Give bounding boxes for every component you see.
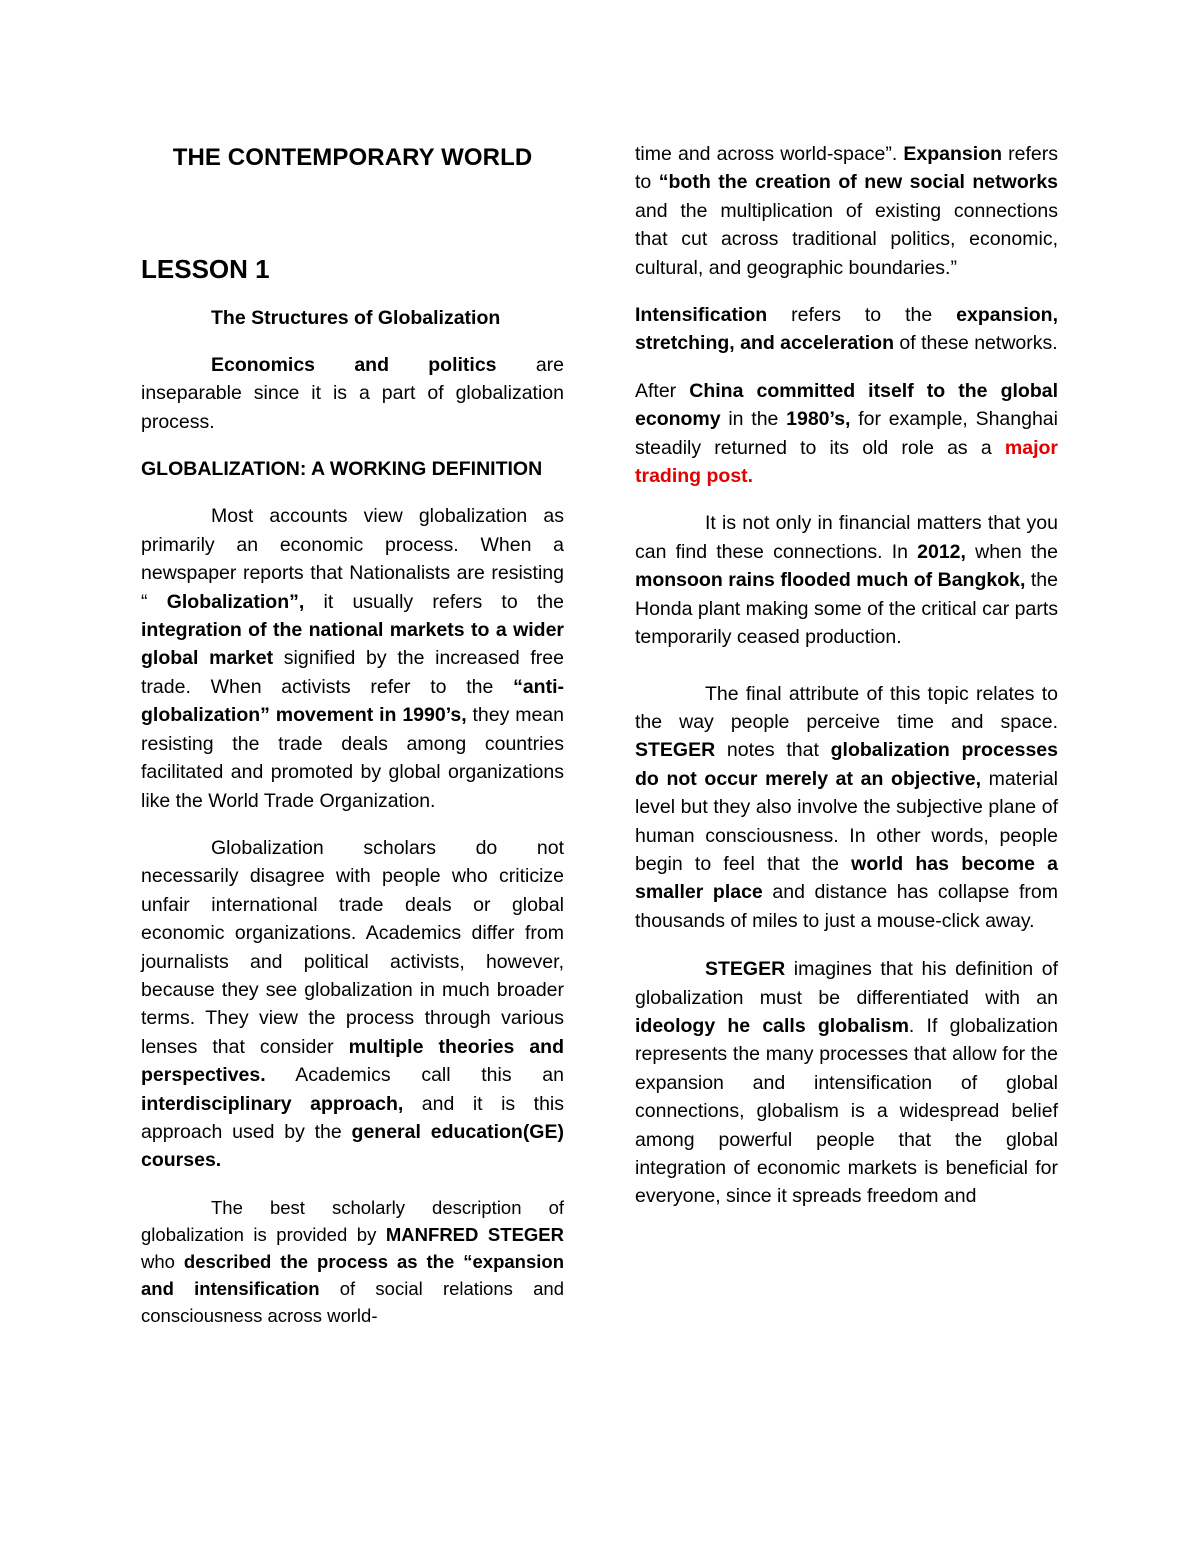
- bold-text: Expansion: [903, 143, 1003, 165]
- bold-text: 2012,: [917, 540, 966, 563]
- text: the Honda plant making some of the critical car parts temporarily ceased production.: [635, 569, 1058, 649]
- bold-text: Economics and politics: [211, 353, 497, 376]
- bold-text: interdisciplinary approach,: [141, 1092, 404, 1115]
- text: Academics call this an: [265, 1064, 564, 1087]
- paragraph-economics-politics: [141, 351, 564, 436]
- text: refers to: [635, 143, 1058, 194]
- bold-text: 1980’s,: [786, 408, 851, 431]
- lesson-subtitle: The Structures of Globalization: [211, 307, 501, 330]
- text: imagines that his definition of globalization must be differentiated with an: [635, 958, 1058, 1009]
- bold-text: globalization processes do not occur merely at an objective,: [635, 739, 1059, 790]
- paragraph-globalism: [635, 955, 1058, 1211]
- text: Globalization scholars do not necessarily disagree with people who criticize unfair international trade deals or global economic organizations. Academics differ from journalists and political activists, however, because they see globalization in much broader terms. They view the process through various lenses that consider: [141, 836, 564, 1058]
- bold-text: STEGER: [635, 739, 716, 762]
- text: signified by the increased free trade. When activists refer to the: [141, 647, 564, 698]
- paragraph-intensification: [635, 301, 1058, 358]
- document-title: THE CONTEMPORARY WORLD: [172, 144, 533, 171]
- text: refers to the: [767, 304, 957, 327]
- text: of these networks.: [894, 332, 1058, 355]
- text: The best scholarly description of globalization is provided by: [141, 1196, 564, 1245]
- text: It is not only in financial matters that you can find these connections. In: [635, 512, 1058, 563]
- text: when the: [965, 540, 1059, 563]
- text: they mean resisting the trade deals among countries facilitated and promoted by global organizations like the World Trade Organization.: [141, 704, 564, 812]
- paragraph-accounts: [141, 502, 564, 814]
- bold-text: MANFRED STEGER: [385, 1223, 564, 1245]
- bold-text: China committed itself to the global economy: [635, 379, 1058, 431]
- text: Most accounts view globalization as primarily an economic process. When a newspaper reports that Nationalists are resisting “: [141, 505, 564, 613]
- text: who: [141, 1250, 184, 1272]
- text: of social relations and consciousness across world-: [141, 1277, 564, 1326]
- paragraph-bangkok: [635, 509, 1058, 651]
- highlighted-text: major trading post.: [635, 436, 1058, 488]
- bold-text: “both the creation of new social networks: [658, 171, 1059, 194]
- text: for example, Shanghai steadily returned to its old role as a: [635, 408, 1058, 459]
- text: it usually refers to the: [304, 590, 564, 613]
- text: material level but they also involve the subjective plane of human consciousness. In other words, people begin to feel that the: [635, 767, 1058, 875]
- bold-text: ideology he calls globalism: [635, 1014, 909, 1037]
- bold-text: multiple theories and perspectives.: [141, 1035, 564, 1087]
- bold-text: monsoon rains flooded much of Bangkok,: [635, 569, 1026, 592]
- bold-text: described the process as the “expansion and intensification: [141, 1250, 564, 1299]
- bold-text: Intensification: [635, 304, 768, 327]
- paragraph-china: [635, 377, 1058, 491]
- text: and distance has collapse from thousands of miles to just a mouse-click away.: [635, 881, 1058, 932]
- text: After: [635, 379, 690, 402]
- bold-text: integration of the national markets to a wider global market: [141, 619, 564, 670]
- paragraph-scholars: [141, 834, 564, 1175]
- section-heading-definition: GLOBALIZATION: A WORKING DEFINITION: [141, 458, 543, 481]
- lesson-heading: LESSON 1: [141, 254, 270, 285]
- bold-text: world has become a smaller place: [635, 852, 1058, 904]
- bold-text: general education(GE) courses.: [141, 1120, 564, 1172]
- bold-text: STEGER: [705, 958, 786, 981]
- text: are inseparable since it is a part of globalization process.: [141, 353, 564, 433]
- text: notes that: [715, 739, 831, 762]
- bold-text: expansion, stretching, and acceleration: [635, 304, 1058, 355]
- paragraph-steger-description: [141, 1194, 564, 1329]
- bold-text: Globalization”,: [166, 590, 305, 613]
- text: and it is this approach used by the: [141, 1092, 564, 1143]
- text: in the: [720, 408, 787, 431]
- text: . If globalization represents the many processes that allow for the expansion and intensification of global connections, globalism is a widespread belief among powerful people that the global integration of economic markets is beneficial for everyone, since it spreads freedom and: [635, 1014, 1058, 1208]
- left-column: [141, 138, 564, 1348]
- bold-text: “anti-globalization” movement in 1990’s,: [141, 675, 564, 727]
- paragraph-expansion: [635, 140, 1058, 282]
- paragraph-time-space: [635, 680, 1058, 936]
- right-column: [635, 140, 1058, 1230]
- text: time and across world-space”.: [635, 143, 904, 165]
- text: The final attribute of this topic relates to the way people perceive time and space.: [635, 682, 1058, 733]
- text: and the multiplication of existing connections that cut across traditional politics, economic, cultural, and geographic boundaries.”: [635, 199, 1058, 279]
